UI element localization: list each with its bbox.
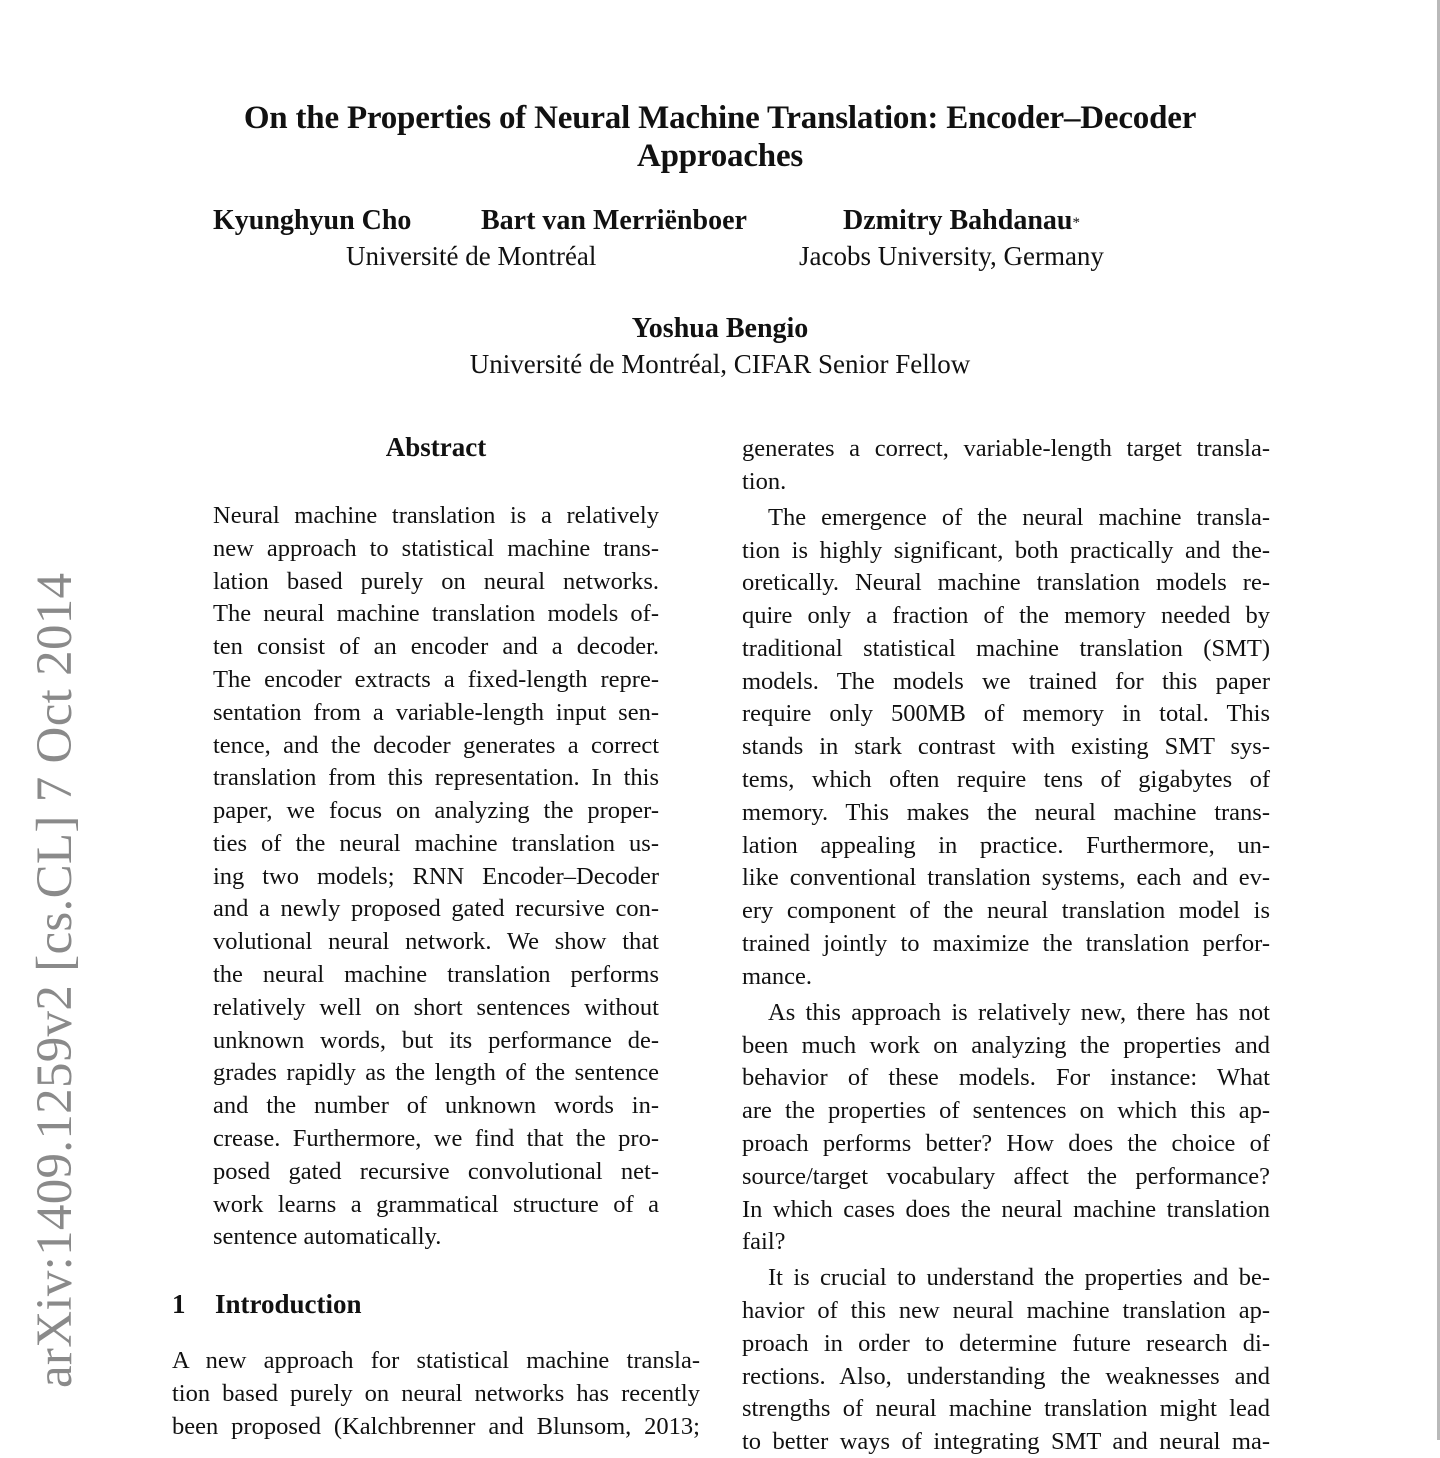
abstract-line: ing two models; RNN Encoder–Decoder [213,863,659,890]
abstract-heading: Abstract [385,432,487,462]
affiliation-bengio: Université de Montréal, CIFAR Senior Fellow [469,349,971,379]
abstract-line: work learns a grammatical structure of a [213,1191,659,1218]
right-line: generates a correct, variable-length target transla- [742,435,1270,462]
title-line-1: On the Properties of Neural Machine Translation: Encoder–Decoder [243,100,1197,136]
section-number: 1 [172,1289,186,1319]
abstract-line: tence, and the decoder generates a correct [213,732,659,759]
right-line: strengths of neural machine translation might lead [742,1395,1270,1422]
right-line: In which cases does the neural machine translation [742,1196,1270,1223]
right-line: stands in stark contrast with existing SMT sys- [742,733,1270,760]
right-line: proach in order to determine future research di- [742,1330,1270,1357]
right-line: traditional statistical machine translation (SMT) [742,635,1270,662]
abstract-line: grades rapidly as the length of the sentence [213,1059,659,1086]
section-title: Introduction [215,1289,362,1319]
right-line: source/target vocabulary affect the performance? [742,1163,1270,1190]
arxiv-stamp: arXiv:1409.1259v2 [cs.CL] 7 Oct 2014 [27,572,83,1388]
abstract-line: the neural machine translation performs [213,961,659,988]
abstract-line: relatively well on short sentences without [213,994,659,1021]
footnote-mark: * [1072,215,1080,231]
right-line: memory. This makes the neural machine trans- [742,799,1270,826]
abstract-line: ten consist of an encoder and a decoder. [213,633,659,660]
author-cho: Kyunghyun Cho [213,205,412,236]
abstract-line: The encoder extracts a fixed-length repre- [213,666,659,693]
author-bahdanau-name: Dzmitry Bahdanau [843,205,1073,236]
abstract-line: lation based purely on neural networks. [213,568,659,595]
intro-line: tion based purely on neural networks has recently [172,1380,700,1407]
right-line: As this approach is relatively new, there has not [768,999,1270,1026]
author-van-merrienboer: Bart van Merriënboer [481,205,747,236]
right-line: The emergence of the neural machine transla- [768,504,1270,531]
right-line: are the properties of sentences on which this ap- [742,1097,1270,1124]
abstract-line: ties of the neural machine translation us- [213,830,659,857]
abstract-line: sentation from a variable-length input sen- [213,699,659,726]
intro-line: been proposed (Kalchbrenner and Blunsom, 2013; [172,1413,700,1440]
right-line: behavior of these models. For instance: What [742,1064,1270,1091]
author-bahdanau [843,205,1080,237]
right-line: been much work on analyzing the properties and [742,1032,1270,1059]
intro-line: A new approach for statistical machine transla- [172,1347,700,1374]
right-line: tion is highly significant, both practically and the- [742,537,1270,564]
title-line-2: Approaches [636,138,804,174]
right-line: like conventional translation systems, each and ev- [742,864,1270,891]
right-line: quire only a fraction of the memory needed by [742,602,1270,629]
abstract-line: volutional neural network. We show that [213,928,659,955]
abstract-line: posed gated recursive convolutional net- [213,1158,659,1185]
abstract-line: paper, we focus on analyzing the proper- [213,797,659,824]
abstract-line: Neural machine translation is a relatively [213,502,659,529]
author-bengio: Yoshua Bengio [631,313,809,344]
abstract-line: translation from this representation. In this [213,764,659,791]
right-line: tion. [742,468,787,495]
abstract-line: unknown words, but its performance de- [213,1027,659,1054]
right-line: mance. [742,963,813,990]
paper-title [180,99,1260,175]
right-line: ery component of the neural translation model is [742,897,1270,924]
right-line: havior of this new neural machine translation ap- [742,1297,1270,1324]
abstract-line: The neural machine translation models of- [213,600,659,627]
abstract-line: crease. Furthermore, we find that the pro- [213,1125,659,1152]
right-line: trained jointly to maximize the translation perfor- [742,930,1270,957]
right-line: lation appealing in practice. Furthermore, un- [742,832,1270,859]
right-line: oretically. Neural machine translation models re- [742,569,1270,596]
right-line: models. The models we trained for this paper [742,668,1270,695]
right-line: to better ways of integrating SMT and neural ma- [742,1428,1270,1455]
right-line: fail? [742,1228,786,1255]
right-line: It is crucial to understand the properties and be- [768,1264,1270,1291]
right-line: rections. Also, understanding the weaknesses and [742,1363,1270,1390]
abstract-line: and a newly proposed gated recursive con- [213,895,659,922]
right-line: tems, which often require tens of gigabytes of [742,766,1270,793]
right-line: require only 500MB of memory in total. This [742,700,1270,727]
abstract-line: and the number of unknown words in- [213,1092,659,1119]
affiliation-jacobs: Jacobs University, Germany [799,241,1104,271]
right-line: proach performs better? How does the choice of [742,1130,1270,1157]
section-heading-introduction [172,1288,362,1320]
abstract-line: sentence automatically. [213,1223,442,1250]
abstract-line: new approach to statistical machine trans- [213,535,659,562]
affiliation-montreal: Université de Montréal [346,241,597,271]
